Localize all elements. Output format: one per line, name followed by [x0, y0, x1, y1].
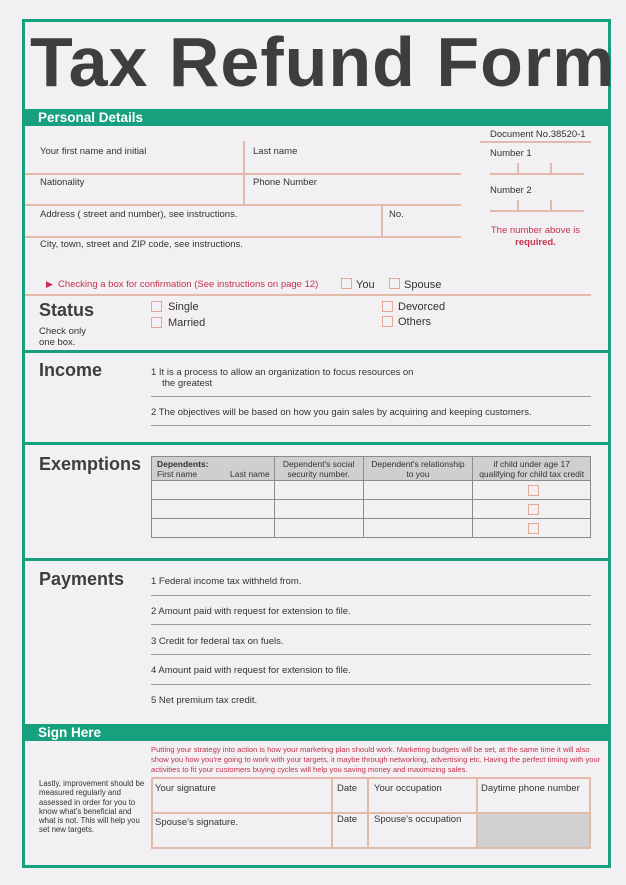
married-checkbox[interactable]: [151, 317, 162, 328]
city-field[interactable]: City, town, street and ZIP code, see instructions.: [40, 239, 243, 250]
sign-notice-line3: activities to fit your customers buying cycles will help you saving money and maximizing sales.: [151, 765, 468, 774]
side-note-line: measured regularly and: [39, 788, 121, 798]
address-field[interactable]: Address ( street and number), see instructions.: [40, 209, 238, 220]
sign-here-header: Sign Here: [22, 724, 611, 741]
table-row: [152, 500, 591, 519]
dependents-title: Dependents:: [157, 458, 209, 469]
payment-line-3[interactable]: [151, 654, 591, 655]
relationship-cell[interactable]: [363, 481, 473, 500]
sign-notice-line1: Putting your strategy into action is how your marketing plan should work. Marketing budgets will be set, at the same time it will also: [151, 745, 590, 754]
payment-item-2: 2 Amount paid with request for extension to file.: [151, 606, 351, 617]
child-credit-header-line1: if child under age 17: [493, 458, 570, 469]
divider: [381, 204, 383, 237]
child-credit-cell: [473, 481, 591, 500]
divider: [25, 294, 591, 296]
child-credit-checkbox[interactable]: [528, 485, 539, 496]
payments-heading: Payments: [39, 569, 125, 589]
ssn-cell[interactable]: [274, 481, 363, 500]
your-occupation-field[interactable]: Your occupation: [374, 783, 442, 794]
side-note-line: set new targets.: [39, 825, 95, 835]
payment-line-2[interactable]: [151, 624, 591, 625]
your-signature-field[interactable]: Your signature: [155, 783, 216, 794]
number2-input[interactable]: [490, 210, 584, 212]
dependent-name-cell[interactable]: [152, 500, 275, 519]
required-note: The number above is: [490, 225, 581, 236]
personal-details-header: Personal Details: [22, 109, 611, 126]
divider: [25, 236, 461, 238]
payment-item-1: 1 Federal income tax withheld from.: [151, 576, 302, 587]
side-note-line: know what's beneficial and: [39, 806, 132, 816]
status-hint-line1: Check only: [39, 326, 86, 337]
payment-line-4[interactable]: [151, 684, 591, 685]
child-credit-checkbox[interactable]: [528, 523, 539, 534]
ssn-header-line1: Dependent's social: [282, 458, 355, 469]
spouse-date-field[interactable]: Date: [337, 814, 358, 825]
payment-line-1[interactable]: [151, 595, 591, 596]
ssn-cell[interactable]: [274, 500, 363, 519]
divider: [367, 777, 369, 849]
tick: [550, 200, 552, 211]
others-checkbox[interactable]: [382, 316, 393, 327]
section-divider: [22, 442, 611, 445]
divider: [25, 173, 461, 175]
child-credit-cell: [473, 500, 591, 519]
dependent-name-cell[interactable]: [152, 519, 275, 538]
nationality-field[interactable]: Nationality: [40, 177, 85, 188]
income-heading: Income: [39, 360, 103, 380]
payment-item-4: 4 Amount paid with request for extension to file.: [151, 665, 351, 676]
document-number: Document No.38520-1: [490, 129, 586, 140]
divider: [151, 812, 591, 814]
side-note-line: Lastly, improvement should be: [39, 779, 145, 788]
child-credit-header-line2: qualifying for child tax credit: [479, 468, 585, 479]
exemptions-heading: Exemptions: [39, 454, 142, 474]
single-checkbox[interactable]: [151, 301, 162, 312]
dependents-table: [151, 456, 591, 538]
ssn-header-line2: security number.: [287, 468, 350, 479]
last-name-subhead: Last name: [230, 468, 270, 479]
divorced-label: Devorced: [398, 301, 446, 313]
spouse-checkbox[interactable]: [389, 278, 400, 289]
divider: [331, 777, 333, 849]
others-label: Others: [398, 316, 432, 328]
ssn-header: [274, 457, 363, 481]
arrow-right-icon: ▶: [46, 279, 53, 289]
section-divider: [22, 350, 611, 353]
required-note-strong: required.: [515, 237, 556, 248]
divorced-checkbox[interactable]: [382, 301, 393, 312]
spouse-label: Spouse: [404, 279, 442, 291]
child-credit-checkbox[interactable]: [528, 504, 539, 515]
relationship-cell[interactable]: [363, 500, 473, 519]
income-item-1-cont: the greatest: [162, 378, 213, 389]
phone-number-field[interactable]: Phone Number: [253, 177, 317, 188]
income-item-1: 1 It is a process to allow an organization to focus resources on: [151, 367, 414, 378]
divider: [476, 777, 478, 849]
income-line-2[interactable]: [151, 425, 591, 426]
table-row: [152, 481, 591, 500]
married-label: Married: [168, 317, 206, 329]
you-checkbox[interactable]: [341, 278, 352, 289]
status-hint-line2: one box.: [39, 337, 76, 348]
dependents-name-subheads: [157, 469, 274, 479]
status-heading: Status: [39, 300, 95, 320]
first-name-field[interactable]: Your first name and initial: [40, 146, 147, 157]
daytime-phone-field[interactable]: Daytime phone number: [481, 783, 580, 794]
date-field[interactable]: Date: [337, 783, 358, 794]
relationship-header-line1: Dependent's relationship: [371, 458, 465, 469]
first-name-subhead: First name: [157, 468, 198, 479]
spouse-signature-field[interactable]: Spouse's signature.: [155, 817, 239, 828]
income-item-2: 2 The objectives will be based on how you gain sales by acquiring and keeping customers.: [151, 407, 532, 418]
dependent-name-cell[interactable]: [152, 481, 275, 500]
tick: [517, 200, 519, 211]
child-credit-header: [473, 457, 591, 481]
address-number-field[interactable]: No.: [389, 209, 404, 220]
number1-label: Number 1: [490, 148, 532, 159]
side-note-line: what is not. This will help you: [39, 816, 140, 826]
table-row: [152, 519, 591, 538]
relationship-header: [363, 457, 473, 481]
last-name-field[interactable]: Last name: [253, 146, 298, 157]
income-line-1[interactable]: [151, 396, 591, 397]
side-note-line: assessed in order for you to: [39, 797, 136, 807]
section-divider: [22, 558, 611, 561]
shaded-cell: [478, 813, 589, 847]
tick: [550, 163, 552, 174]
divider: [480, 141, 591, 143]
child-credit-cell: [473, 519, 591, 538]
payment-item-5: 5 Net premium tax credit.: [151, 695, 258, 706]
divider: [25, 204, 461, 206]
single-label: Single: [168, 301, 199, 313]
sign-notice-line2: show you how you're going to work with your targets, it maybe through networking, advertising etc. Having the perfect timing with your: [151, 755, 601, 764]
sign-side-note: [39, 779, 144, 835]
relationship-header-line2: to you: [406, 468, 430, 479]
number1-input[interactable]: [490, 173, 584, 175]
form-title: Tax Refund Form: [30, 23, 616, 101]
confirm-instruction: Checking a box for confirmation (See instructions on page 12): [58, 279, 319, 290]
tick: [517, 163, 519, 174]
relationship-cell[interactable]: [363, 519, 473, 538]
you-label: You: [356, 279, 375, 291]
payment-item-3: 3 Credit for federal tax on fuels.: [151, 636, 284, 647]
spouse-occupation-field[interactable]: Spouse's occupation: [374, 814, 462, 825]
dependents-header: [152, 457, 275, 481]
number2-label: Number 2: [490, 185, 532, 196]
ssn-cell[interactable]: [274, 519, 363, 538]
